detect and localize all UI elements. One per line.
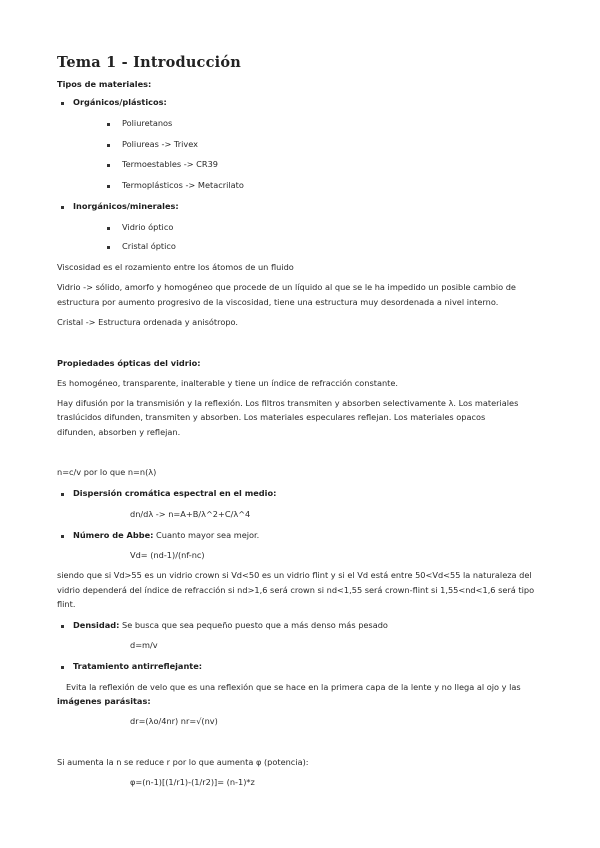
siendo-line-2: vidrio dependerá del índice de refracción si nd>1,6 será crown si nd<1,55 será crown-flint si 1,55<nd<1,6 será tipo [57,585,535,595]
abbe-text: Cuanto mayor sea mejor. [153,530,260,540]
bullet-marker [61,666,64,669]
dispersion-heading: Dispersión cromática espectral en el medio: [73,488,277,498]
bullet-marker [61,535,64,538]
ar-formula: dr=(λo/4nr) nr=√(nv) [130,716,218,726]
cristal-text: Cristal -> Estructura ordenada y anisótropo. [57,317,238,327]
list-item: Termoestables -> CR39 [122,159,219,169]
organicos-heading: Orgánicos/plásticos: [73,97,167,107]
bullet-marker [107,185,110,188]
abbe-line [73,530,259,542]
homogeneo-text: Es homogéneo, transparente, inalterable y tiene un índice de refracción constante. [57,378,399,388]
bullet-marker [61,493,64,496]
densidad-line [73,620,388,632]
siendo-line-3: flint. [57,599,76,609]
difusion-line-2: traslúcidos difunden, transmiten y absorben. Los materiales especulares reflejan. Los materiales opacos [57,412,486,422]
evita-line-1: Evita la reflexión de velo que es una reflexión que se hace en la primera capa de la lente y no llega al ojo y las [66,682,521,692]
vidrio-line-2: estructura por aumento progresivo de la viscosidad, tiene una estructura muy desordenada a nivel interno. [57,297,499,307]
bullet-marker [107,123,110,126]
antirreflejante-heading: Tratamiento antirreflejante: [73,661,203,671]
abbe-formula: Vd= (nd-1)/(nf-nc) [130,550,205,560]
bullet-marker [61,206,64,209]
bullet-marker [61,625,64,628]
propiedades-heading: Propiedades ópticas del vidrio: [57,358,201,368]
page-title: Tema 1 - Introducción [57,54,241,71]
vidrio-line-1: Vidrio -> sólido, amorfo y homogéneo que procede de un líquido al que se le ha impedido un posible cambio de [57,282,516,292]
difusion-line-1: Hay difusión por la transmisión y la reflexión. Los filtros transmiten y absorben selectivamente λ. Los materiales [57,398,519,408]
evita-line-2: imágenes parásitas: [57,696,151,706]
bullet-marker [107,246,110,249]
bullet-marker [107,144,110,147]
abbe-heading: Número de Abbe: [73,530,154,540]
densidad-formula: d=m/v [130,640,158,650]
list-item: Poliuretanos [122,118,173,128]
bullet-marker [61,102,64,105]
bullet-marker [107,164,110,167]
potencia-formula: φ=(n-1)[(1/r1)-(1/r2)]= (n-1)*z [130,777,255,787]
bullet-marker [107,227,110,230]
densidad-text: Se busca que sea pequeño puesto que a más denso más pesado [119,620,388,630]
tipos-heading: Tipos de materiales: [57,79,152,89]
dispersion-formula: dn/dλ -> n=A+B/λ^2+C/λ^4 [130,509,251,519]
viscosidad-text: Viscosidad es el rozamiento entre los átomos de un fluido [57,262,294,272]
list-item: Poliureas -> Trivex [122,139,198,149]
n-formula: n=c/v por lo que n=n(λ) [57,467,157,477]
siendo-line-1: siendo que si Vd>55 es un vidrio crown si Vd<50 es un vidrio flint y si el Vd está entre 50<Vd<55 la naturaleza del [57,570,532,580]
list-item: Cristal óptico [122,241,176,251]
inorganicos-heading: Inorgánicos/minerales: [73,201,179,211]
difusion-line-3: difunden, absorben y reflejan. [57,427,181,437]
densidad-heading: Densidad: [73,620,120,630]
list-item: Vidrio óptico [122,222,174,232]
si-aumenta-text: Si aumenta la n se reduce r por lo que aumenta φ (potencia): [57,757,309,767]
list-item: Termoplásticos -> Metacrilato [122,180,244,190]
